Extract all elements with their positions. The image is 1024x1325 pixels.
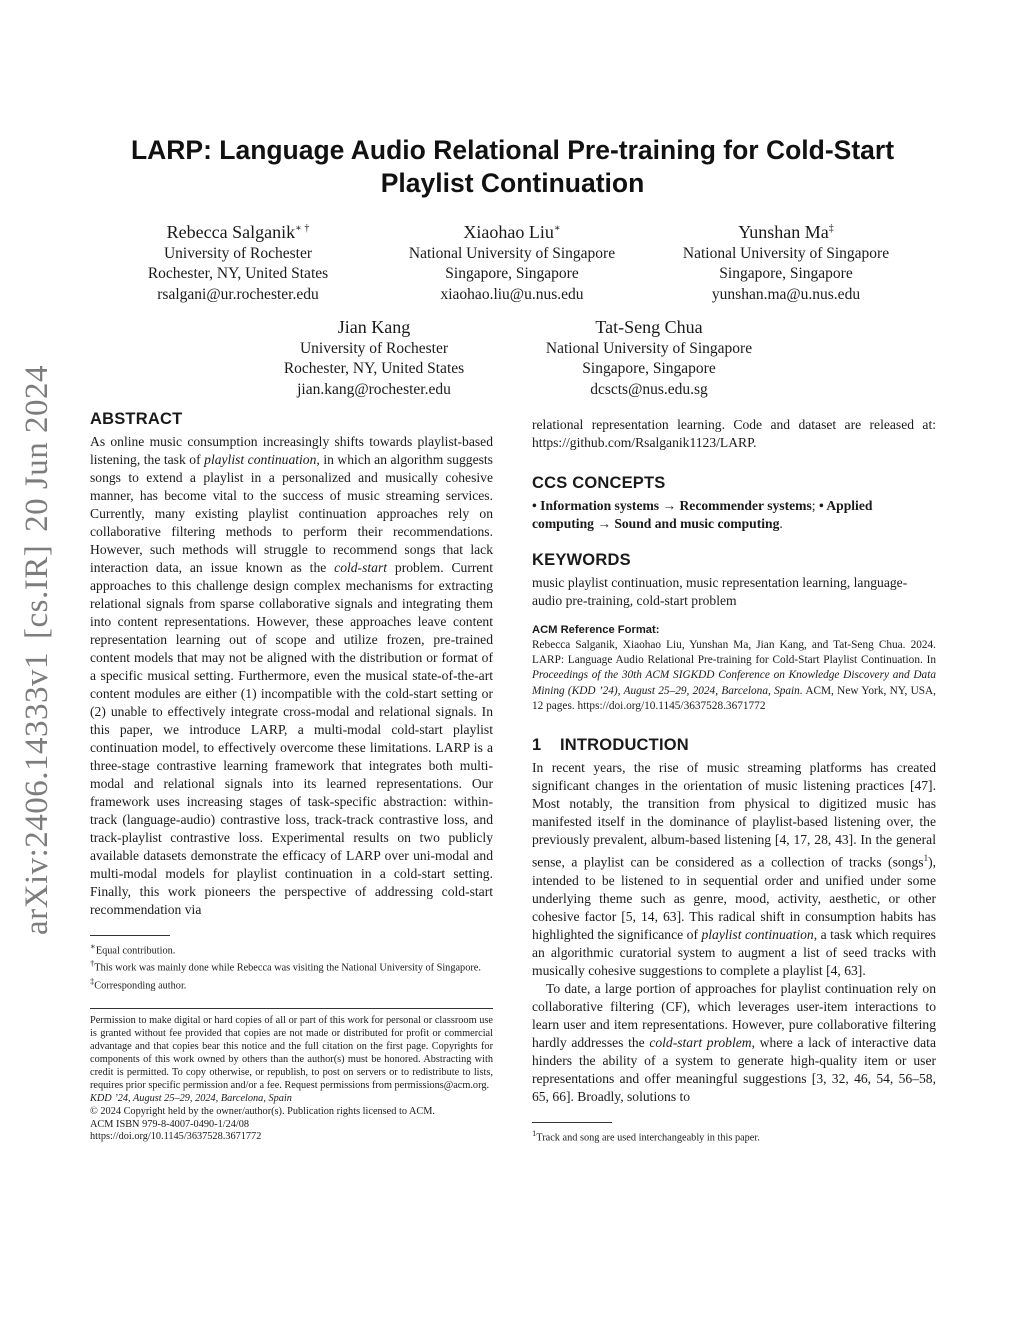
author-location: Rochester, NY, United States <box>283 360 465 378</box>
ccs-heading: CCS CONCEPTS <box>532 474 666 492</box>
reference-format-text: Rebecca Salganik, Xiaohao Liu, Yunshan Ma, Jian Kang, and Tat-Seng Chua. 2024. LARP: Language Audio Relational Pre-training for Cold-Start Playlist Continuation. In Proceedings of the 30th ACM SIGKDD Conference on Knowledge Discovery and Data Mining (KDD ’24), August 25–29, 2024, Barcelona, Spain. ACM, New York, NY, USA, 12 pages. https://doi.org/10.1145/3637528.3671772 <box>532 639 936 712</box>
author-email[interactable]: dcscts@nus.edu.sg <box>590 380 708 398</box>
arxiv-id: arXiv:2406.14333v1 <box>18 651 55 935</box>
author-block <box>509 316 789 400</box>
author-email[interactable]: rsalgani@ur.rochester.edu <box>157 285 319 303</box>
paper-title: LARP: Language Audio Relational Pre-training for Cold-Start Playlist Continuation <box>130 135 895 198</box>
isbn-line: ACM ISBN 979-8-4007-0490-1/24/08 <box>90 1118 250 1130</box>
author-email[interactable]: yunshan.ma@u.nus.edu <box>711 285 861 303</box>
author-block <box>372 218 652 305</box>
author-name: Tat-Seng Chua <box>595 317 703 337</box>
author-name: Rebecca Salganik∗ † <box>166 222 310 242</box>
abstract-heading: ABSTRACT <box>90 410 183 428</box>
footnote: ∗Equal contribution. <box>90 941 176 957</box>
introduction-paragraph: To date, a large portion of approaches for playlist continuation rely on collaborative filtering (CF), which leverages user-item interactions to learn user and item representations. However, pure collaborative filtering hardly addresses the cold-start problem, where a lack of interactive data hinders the ability of a system to generate high-quality item or user representations and offer meaningful suggestions [3, 32, 46, 54, 56–58, 65, 66]. Broadly, solutions to <box>532 980 936 1104</box>
copyright-line: © 2024 Copyright held by the owner/author(s). Publication rights licensed to ACM. <box>90 1105 436 1117</box>
permission-rule <box>90 1008 493 1009</box>
introduction-heading: 1 INTRODUCTION <box>532 736 689 755</box>
author-email[interactable]: jian.kang@rochester.edu <box>297 380 451 398</box>
author-block <box>234 316 514 400</box>
author-name: Jian Kang <box>337 317 411 337</box>
venue-line: KDD ’24, August 25–29, 2024, Barcelona, Spain <box>90 1092 292 1104</box>
abstract-continuation: relational representation learning. Code and dataset are released at: https://github.com/Rsalganik1123/LARP. <box>532 417 936 450</box>
arxiv-stamp <box>12 365 62 935</box>
footnote: $^1$Track and song are used interchangeably in this paper. <box>532 1127 760 1143</box>
footnote-rule <box>90 935 170 936</box>
author-location: Singapore, Singapore <box>719 265 853 283</box>
keywords-text: music playlist continuation, music representation learning, language-audio pre-training, cold-start problem <box>532 575 908 608</box>
author-affiliation: National University of Singapore <box>682 245 890 262</box>
author-location: Singapore, Singapore <box>582 360 716 378</box>
right-column <box>532 416 936 1144</box>
introduction-paragraph: In recent years, the rise of music streaming platforms has created significant changes in the orientation of music listening practices [47]. Most notably, the transition from physical to digitized music has manifested itself in the dominance of playlist-based listening over, the previously prevalent, album-based listening [4, 17, 28, 43]. In the general sense, a playlist can be considered as a collection of tracks (songs$^1$), intended to be listened to in sequential order and unified under some underlying theme such as genre, mood, activity, aesthetic, or other cohesive factor [5, 14, 63]. This radical shift in consumption habits has highlighted the significance of playlist continuation, a task which requires an algorithmic curatorial system to augment a list of seed tracks with musically cohesive suggestions to complete a playlist [4, 63]. <box>532 760 936 978</box>
footnote-rule <box>532 1122 612 1123</box>
arxiv-category: [cs.IR] <box>18 544 55 639</box>
ccs-concepts: • Information systems → Recommender systems; • Applied computing → Sound and music computing. <box>532 498 873 531</box>
author-block <box>98 218 378 305</box>
footnote: ‡Corresponding author. <box>90 975 187 992</box>
author-affiliation: National University of Singapore <box>408 245 616 262</box>
author-location: Rochester, NY, United States <box>147 265 329 283</box>
author-block <box>646 218 926 305</box>
abstract-text: As online music consumption increasingly shifts towards playlist-based listening, the task of playlist continuation, in which an algorithm suggests songs to extend a playlist in a personalized and musically cohesive manner, has become vital to the success of music streaming services. Currently, many existing playlist continuation approaches rely on collaborative filtering methods to perform their recommendations. However, such methods will struggle to recommend songs that lack interaction data, an issue known as the cold-start problem. Current approaches to this challenge design complex mechanisms for extracting relational signals from sparse collaborative signals and integrating them into content representations. However, these approaches leave content representation learning out of scope and utilize frozen, pre-trained content models that may not be aligned with the distribution or format of a specific musical setting. Furthermore, even the musical state-of-the-art content modules are either (1) incompatible with the cold-start setting or (2) unable to effectively integrate cross-modal and relational signals. In this paper, we introduce LARP, a multi-modal cold-start playlist continuation model, to effectively overcome these limitations. LARP is a three-stage contrastive learning framework that integrates both multi-modal and relational signals into its learned representations. Our framework uses increasing stages of task-specific abstraction: within-track (language-audio) contrastive loss, track-track contrastive loss, and track-playlist contrastive loss. Experimental results on two publicly available datasets demonstrate the efficacy of LARP over uni-modal and multi-modal models for playlist continuation in a cold-start setting. Finally, this work pioneers the perspective of addressing cold-start recommendation via <box>90 434 493 917</box>
permission-notice: Permission to make digital or hard copies of all or part of this work for personal or classroom use is granted without fee provided that copies are not made or distributed for profit or commercial advantage and that copies bear this notice and the full citation on the first page. Copyrights for components of this work owned by others than the author(s) must be honored. Abstracting with credit is permitted. To copy otherwise, or republish, to post on servers or to redistribute to lists, requires prior specific permission and/or a fee. Request permissions from permissions@acm.org. <box>90 1015 493 1091</box>
author-location: Singapore, Singapore <box>445 265 579 283</box>
author-affiliation: National University of Singapore <box>545 340 753 357</box>
author-affiliation: University of Rochester <box>299 340 449 357</box>
author-email[interactable]: xiaohao.liu@u.nus.edu <box>440 285 584 303</box>
author-affiliation: University of Rochester <box>163 245 313 262</box>
reference-format-heading: ACM Reference Format: <box>532 624 660 636</box>
author-name: Xiaohao Liu∗ <box>463 222 561 242</box>
left-column <box>90 410 493 1144</box>
keywords-heading: KEYWORDS <box>532 551 631 569</box>
author-name: Yunshan Ma‡ <box>738 222 834 242</box>
arxiv-date: 20 Jun 2024 <box>18 365 55 532</box>
doi-link[interactable]: https://doi.org/10.1145/3637528.3671772 <box>90 1131 262 1143</box>
footnote: †This work was mainly done while Rebecca was visiting the National University of Singapore. <box>90 958 481 974</box>
